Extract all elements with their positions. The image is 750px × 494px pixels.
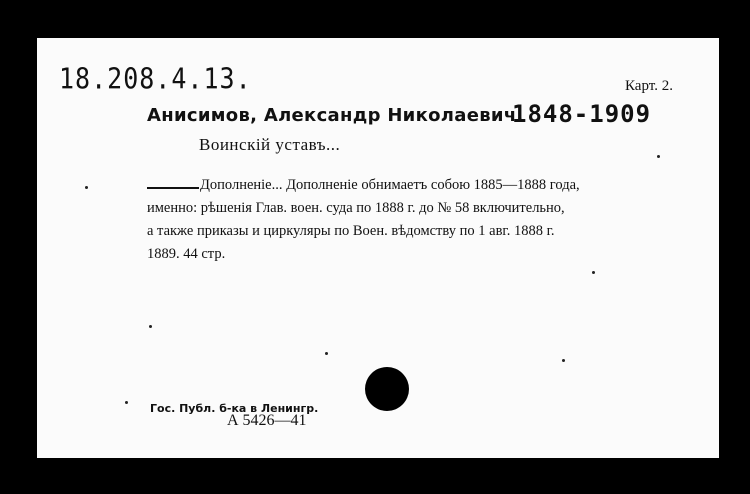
- speck: [657, 155, 660, 158]
- entry-line-3: а также приказы и циркуляры по Воен. вѣдомству по 1 авг. 1888 г.: [147, 223, 555, 239]
- entry-text: [147, 174, 717, 266]
- card-number: Карт. 2.: [625, 78, 673, 94]
- speck: [85, 186, 88, 189]
- catalog-card: [37, 38, 719, 458]
- entry-line-4: 1889. 44 стр.: [147, 246, 226, 262]
- author-name: Анисимов, Александр Николаевич.: [147, 105, 524, 126]
- entry-line-2: именно: рѣшенія Глав. воен. суда по 1888 г. до № 58 включительно,: [147, 200, 565, 216]
- inventory-number: А 5426—41: [227, 412, 307, 429]
- title-dash: [147, 178, 199, 189]
- speck: [325, 352, 328, 355]
- speck: [592, 271, 595, 274]
- speck: [125, 401, 128, 404]
- entry-line-1: [147, 174, 717, 197]
- shelfmark: 18.208.4.13.: [59, 62, 252, 96]
- speck: [562, 359, 565, 362]
- entry-line-1-text: Дополненіе... Дополненіе обнимаетъ собою 1885—1888 года,: [200, 177, 580, 193]
- author-years: 1848-1909: [512, 100, 652, 128]
- punch-hole: [365, 367, 409, 411]
- book-title: Воинскій уставъ...: [199, 135, 341, 154]
- library-stamp: Гос. Публ. б-ка в Ленингр.: [150, 402, 319, 415]
- speck: [149, 325, 152, 328]
